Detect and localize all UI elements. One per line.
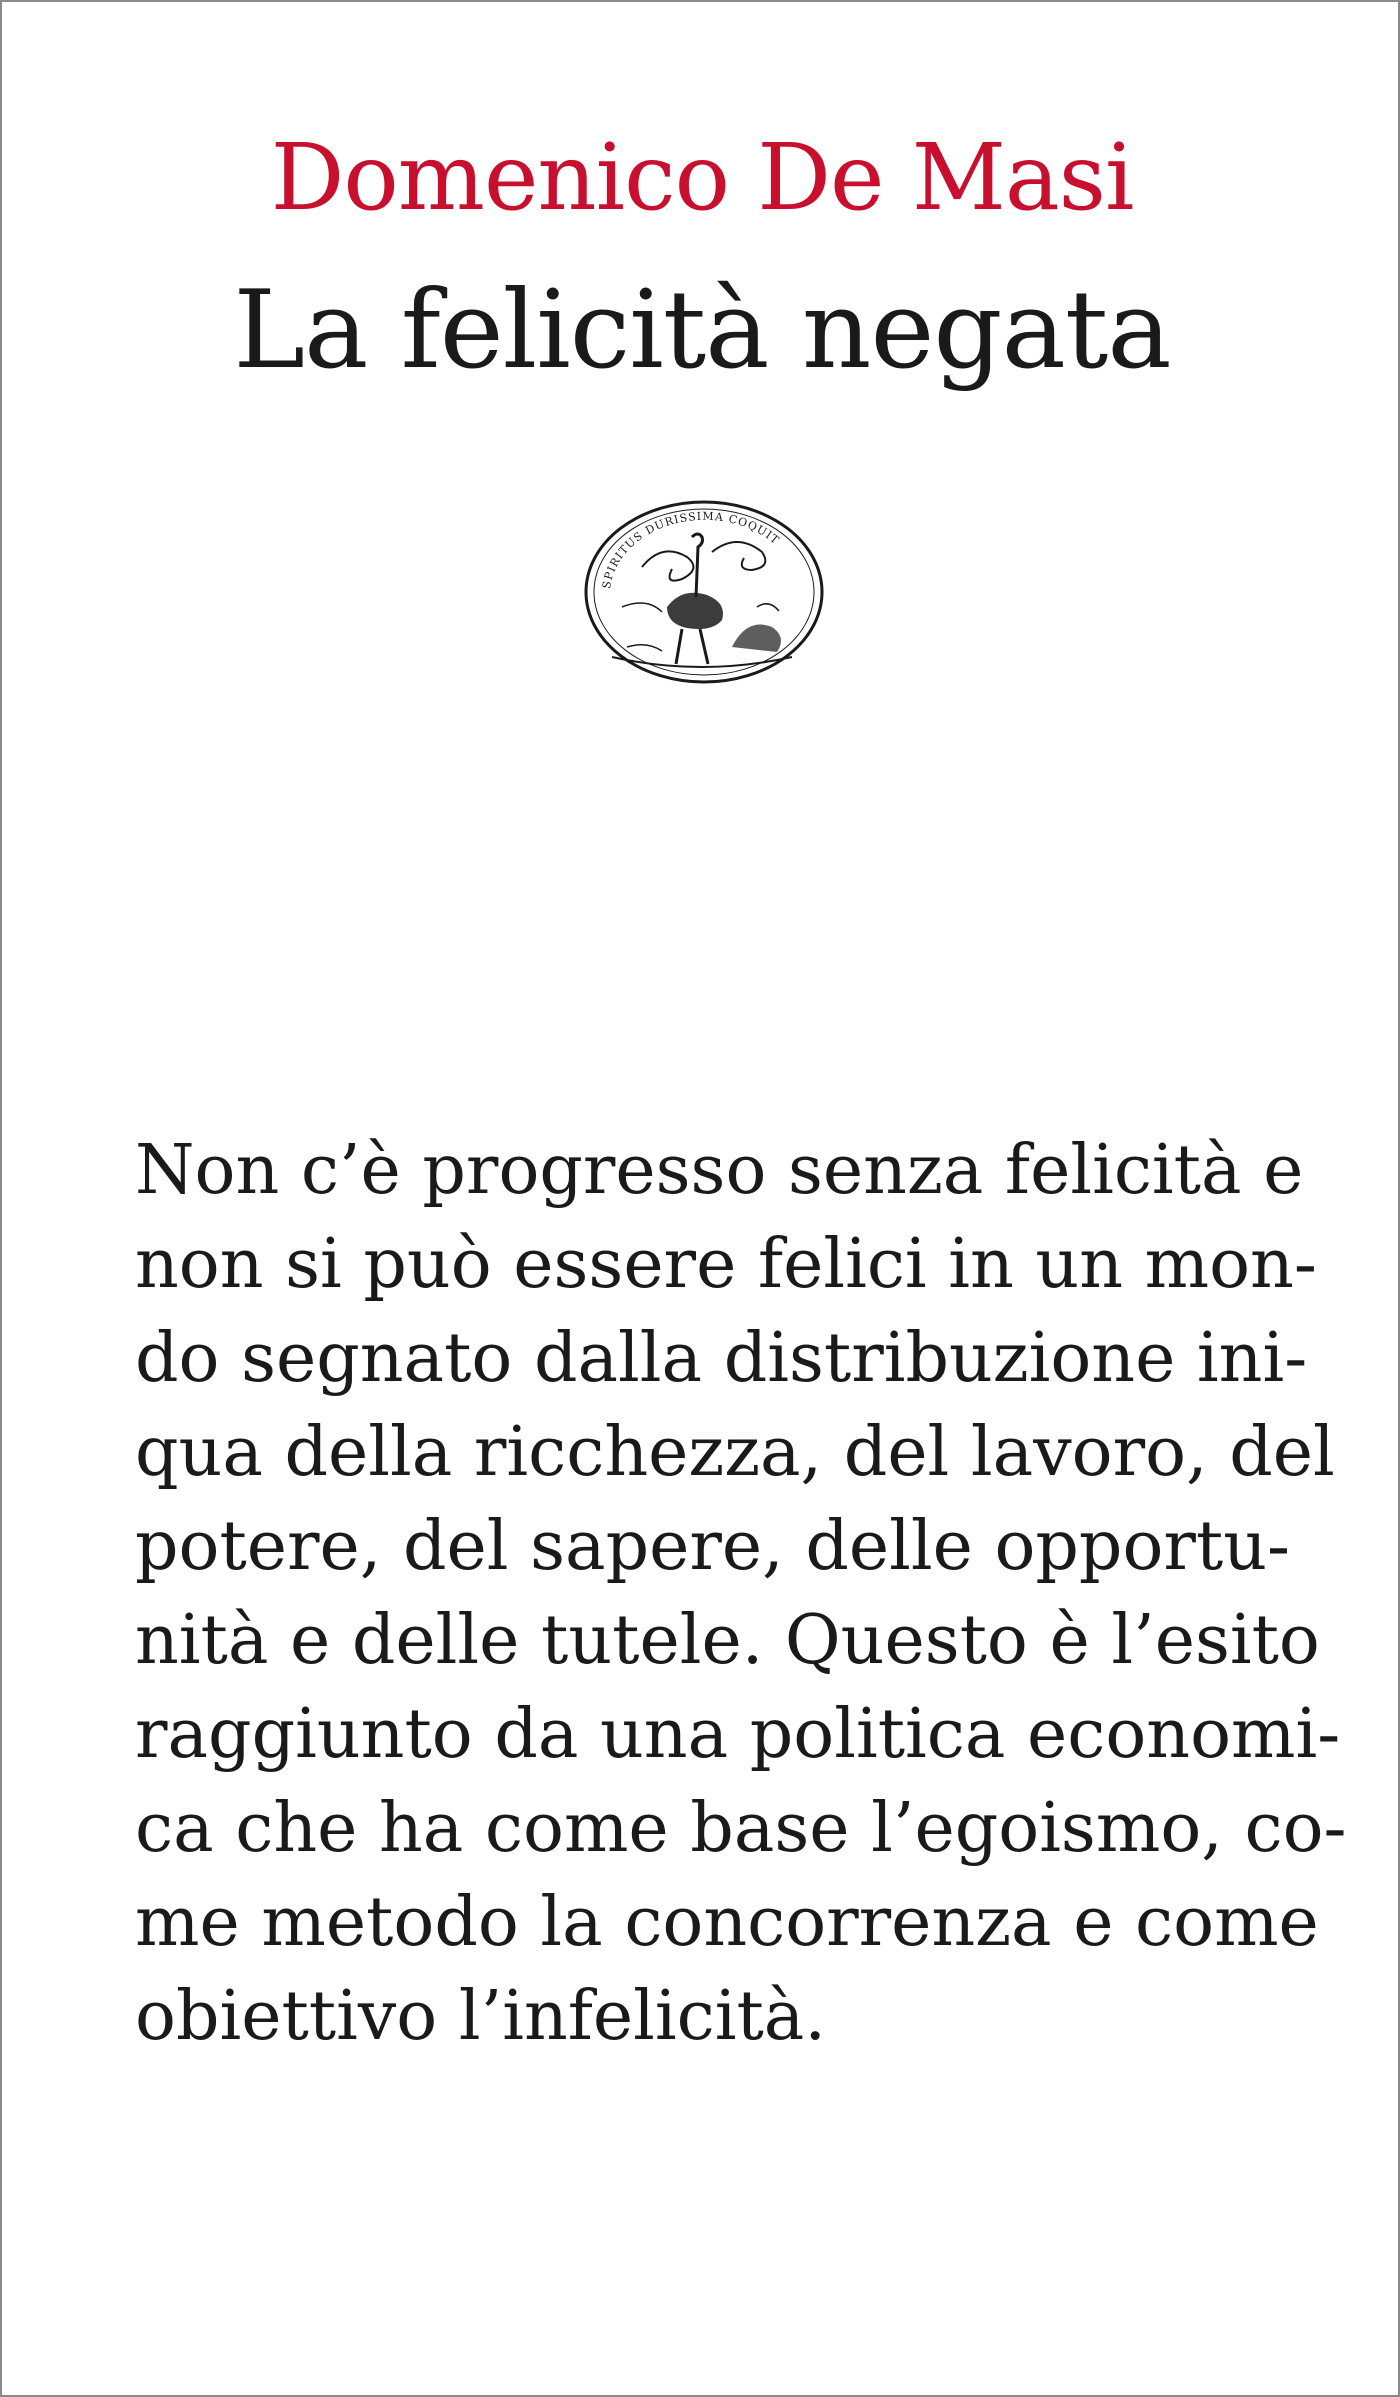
blurb-line: nità e delle tutele. Questo è l’esito bbox=[135, 1601, 1320, 1680]
blurb-line: obiettivo l’infelicità. bbox=[135, 1977, 826, 2056]
blurb-line: potere, del sapere, delle opportu- bbox=[135, 1507, 1291, 1586]
blurb-line: non si può essere felici in un mon- bbox=[135, 1225, 1317, 1304]
blurb-line: do segnato dalla distribuzione ini- bbox=[135, 1319, 1308, 1398]
emblem-motto: SPIRITUS DURISSIMA COQUIT bbox=[599, 509, 783, 590]
blurb-line: Non c’è progresso senza felicità e bbox=[135, 1131, 1304, 1210]
blurb-text bbox=[135, 1124, 1347, 2064]
ostrich-emblem-icon bbox=[582, 497, 827, 687]
book-title: La felicità negata bbox=[233, 268, 1171, 393]
blurb-line: ca che ha come base l’egoismo, co- bbox=[135, 1789, 1347, 1868]
blurb-line: qua della ricchezza, del lavoro, del bbox=[135, 1413, 1335, 1492]
author-name: Domenico De Masi bbox=[270, 124, 1134, 231]
blurb-line: me metodo la concorrenza e come bbox=[135, 1883, 1319, 1962]
blurb-line: raggiunto da una politica economi- bbox=[135, 1695, 1341, 1774]
